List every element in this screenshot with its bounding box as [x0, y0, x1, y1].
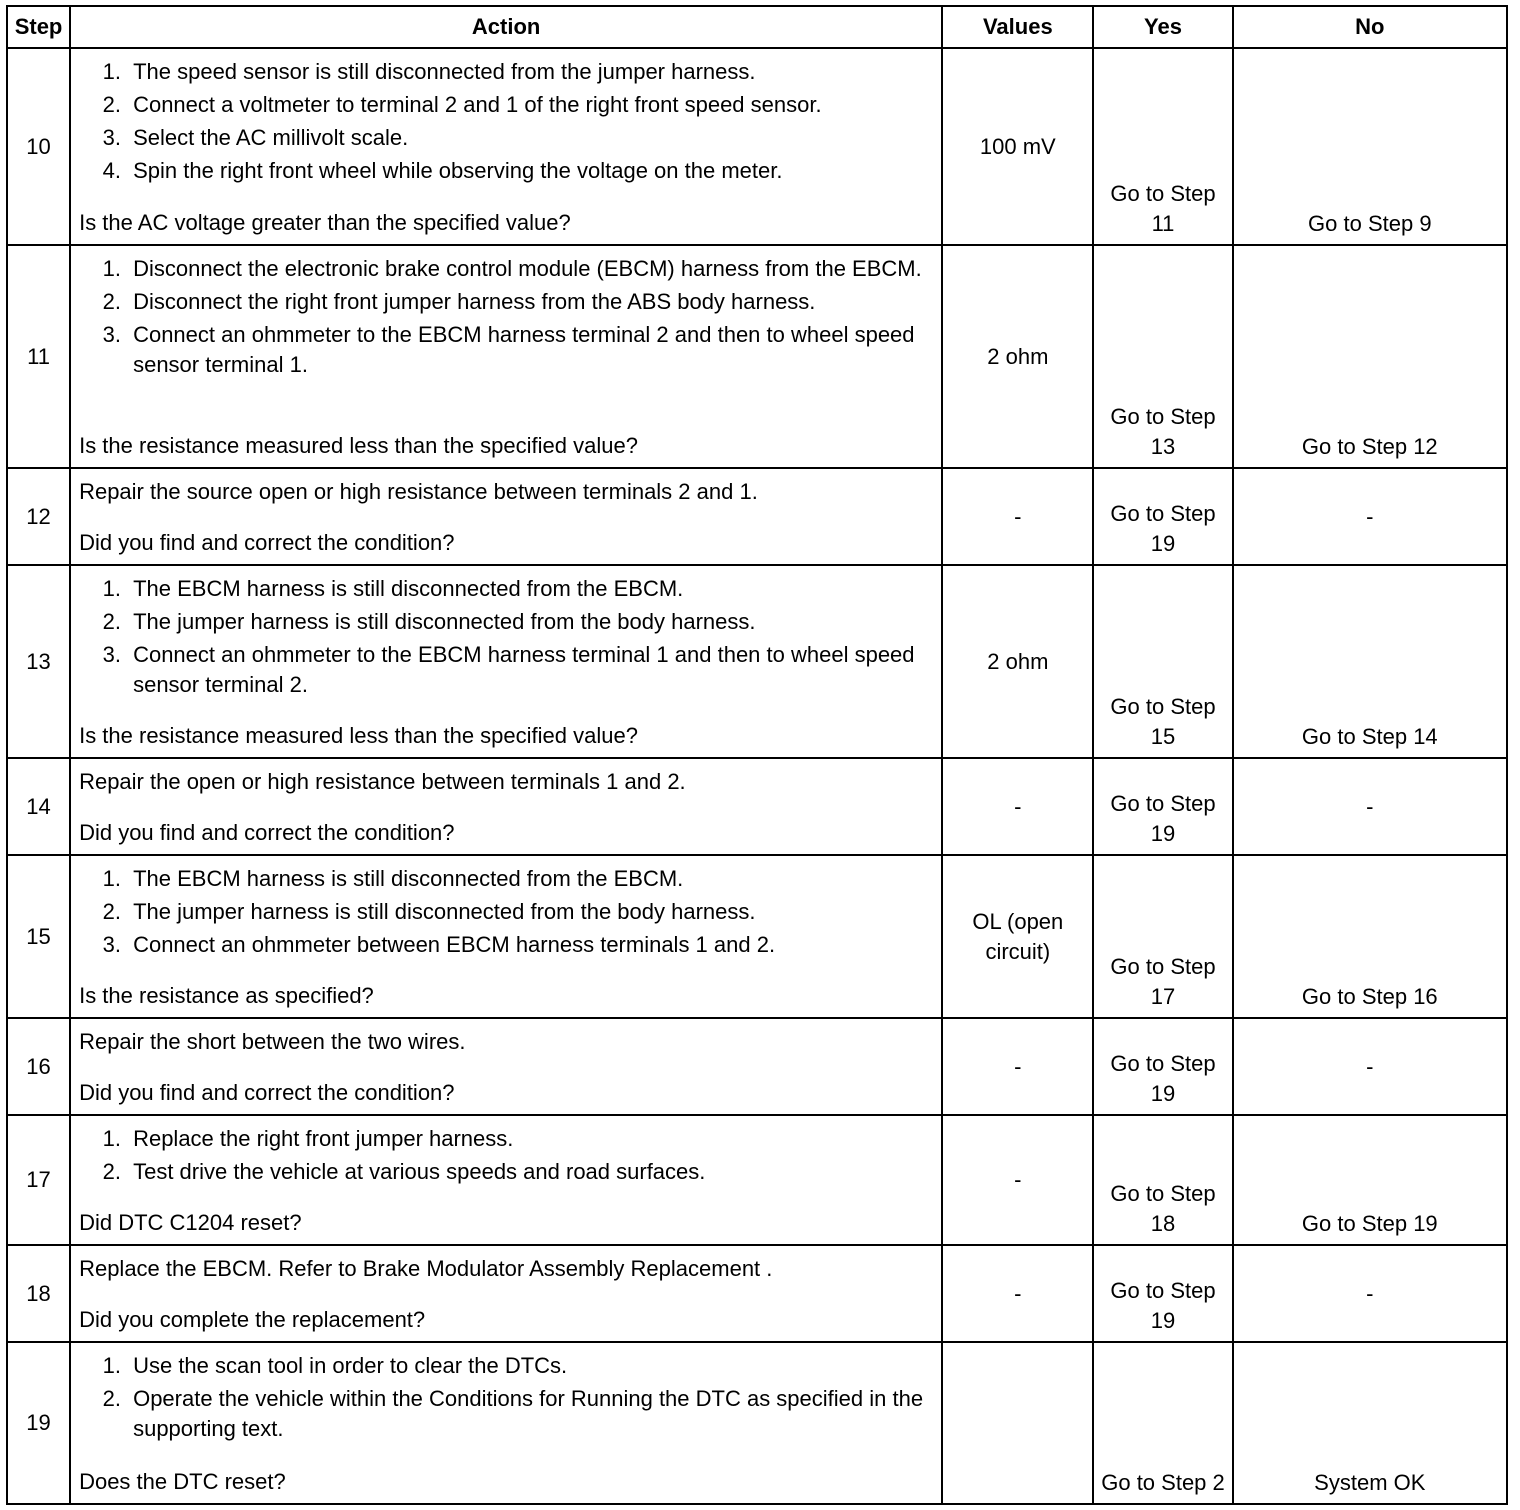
yes-cell [1093, 1245, 1232, 1342]
action-step: 1. Use the scan tool in order to clear the DTCs. [127, 1351, 933, 1381]
table-row [7, 1245, 1507, 1342]
action-step: 2. Operate the vehicle within the Conditions for Running the DTC as specified in the supporting text. [127, 1384, 933, 1444]
action-cell [70, 758, 942, 855]
values-cell [942, 1115, 1093, 1245]
value-text: - [1014, 1280, 1022, 1306]
yes-cell [1093, 855, 1232, 1018]
yes-cell [1093, 1342, 1232, 1504]
yes-link: Go to Step 11 [1110, 181, 1216, 236]
action-question: Did you find and correct the condition? [79, 820, 455, 845]
no-cell [1233, 48, 1507, 245]
yes-cell [1093, 1115, 1232, 1245]
no-link: - [1366, 793, 1374, 819]
action-question: Is the resistance measured less than the specified value? [79, 723, 638, 748]
no-cell [1233, 468, 1507, 565]
action-question: Did DTC C1204 reset? [79, 1210, 302, 1235]
action-step: 1. The EBCM harness is still disconnected from the EBCM. [127, 864, 933, 894]
value-text: - [1014, 1053, 1022, 1079]
values-cell [942, 245, 1093, 468]
action-step: 3. Connect an ohmmeter to the EBCM harness terminal 2 and then to wheel speed sensor terminal 1. [127, 320, 933, 380]
action-step: 2. The jumper harness is still disconnected from the body harness. [127, 607, 933, 637]
no-cell [1233, 565, 1507, 758]
action-step: 2. Connect a voltmeter to terminal 2 and 1 of the right front speed sensor. [127, 90, 933, 120]
step-number: 16 [7, 1018, 70, 1115]
no-cell [1233, 758, 1507, 855]
action-step: 3. Connect an ohmmeter between EBCM harness terminals 1 and 2. [127, 930, 933, 960]
action-step: 2. The jumper harness is still disconnected from the body harness. [127, 897, 933, 927]
step-number: 10 [7, 48, 70, 245]
action-cell [70, 1115, 942, 1245]
yes-cell [1093, 48, 1232, 245]
action-cell [70, 245, 942, 468]
values-cell [942, 758, 1093, 855]
table-row [7, 245, 1507, 468]
no-cell [1233, 1018, 1507, 1115]
header-row [7, 6, 1507, 48]
no-link: - [1366, 503, 1374, 529]
step-number: 15 [7, 855, 70, 1018]
values-cell [942, 48, 1093, 245]
step-number: 18 [7, 1245, 70, 1342]
values-cell [942, 1342, 1093, 1504]
header-values: Values [942, 6, 1093, 48]
yes-link: Go to Step 19 [1110, 1278, 1216, 1333]
yes-link: Go to Step 19 [1110, 501, 1216, 556]
no-link: Go to Step 9 [1308, 211, 1432, 236]
action-cell [70, 1245, 942, 1342]
action-cell [70, 1342, 942, 1504]
no-link: - [1366, 1053, 1374, 1079]
yes-cell [1093, 1018, 1232, 1115]
value-text: - [1014, 793, 1022, 819]
diagnostic-table [6, 5, 1508, 1505]
action-question: Did you find and correct the condition? [79, 530, 455, 555]
action-question: Is the resistance as specified? [79, 983, 374, 1008]
table-row [7, 1342, 1507, 1504]
table-row [7, 48, 1507, 245]
action-steps [79, 1124, 933, 1190]
table-row [7, 758, 1507, 855]
yes-link: Go to Step 18 [1110, 1181, 1216, 1236]
no-cell [1233, 855, 1507, 1018]
no-cell [1233, 245, 1507, 468]
action-step: 2. Disconnect the right front jumper harness from the ABS body harness. [127, 287, 933, 317]
yes-cell [1093, 565, 1232, 758]
values-cell [942, 565, 1093, 758]
value-text: 2 ohm [987, 648, 1049, 674]
action-instruction: Repair the source open or high resistance between terminals 2 and 1. [79, 479, 758, 504]
action-step: 1. The speed sensor is still disconnected from the jumper harness. [127, 57, 933, 87]
action-cell [70, 1018, 942, 1115]
yes-cell [1093, 758, 1232, 855]
action-steps [79, 574, 933, 703]
step-number: 11 [7, 245, 70, 468]
values-cell [942, 1018, 1093, 1115]
yes-cell [1093, 468, 1232, 565]
yes-link: Go to Step 15 [1110, 694, 1216, 749]
no-link: Go to Step 12 [1301, 434, 1438, 459]
values-cell [942, 468, 1093, 565]
action-step: 2. Test drive the vehicle at various speeds and road surfaces. [127, 1157, 933, 1187]
values-cell [942, 855, 1093, 1018]
action-steps [79, 57, 933, 189]
value-text: 100 mV [979, 133, 1056, 159]
step-number: 19 [7, 1342, 70, 1504]
action-step: 1. The EBCM harness is still disconnected from the EBCM. [127, 574, 933, 604]
action-steps [79, 864, 933, 963]
yes-link: Go to Step 19 [1110, 791, 1216, 846]
yes-cell [1093, 245, 1232, 468]
action-instruction: Replace the EBCM. Refer to Brake Modulator Assembly Replacement . [79, 1256, 773, 1281]
action-question: Did you complete the replacement? [79, 1307, 426, 1332]
action-cell [70, 48, 942, 245]
table-row [7, 565, 1507, 758]
table-row [7, 855, 1507, 1018]
no-link: - [1366, 1280, 1374, 1306]
header-action: Action [70, 6, 942, 48]
values-cell [942, 1245, 1093, 1342]
action-step: 4. Spin the right front wheel while observing the voltage on the meter. [127, 156, 933, 186]
table-row [7, 468, 1507, 565]
yes-link: Go to Step 19 [1110, 1051, 1216, 1106]
action-question: Is the resistance measured less than the specified value? [79, 433, 638, 458]
action-step: 1. Disconnect the electronic brake control module (EBCM) harness from the EBCM. [127, 254, 933, 284]
yes-link: Go to Step 2 [1101, 1470, 1225, 1495]
no-link: Go to Step 19 [1301, 1211, 1438, 1236]
value-text: - [1014, 503, 1022, 529]
action-question: Does the DTC reset? [79, 1469, 286, 1494]
table-row [7, 1018, 1507, 1115]
action-steps [79, 254, 933, 383]
no-link: Go to Step 14 [1301, 724, 1438, 749]
no-cell [1233, 1342, 1507, 1504]
action-step: 3. Select the AC millivolt scale. [127, 123, 933, 153]
value-text: 2 ohm [987, 343, 1049, 369]
action-step: 3. Connect an ohmmeter to the EBCM harness terminal 1 and then to wheel speed sensor terminal 2. [127, 640, 933, 700]
value-text: OL (open circuit) [972, 908, 1064, 964]
value-text: - [1014, 1167, 1022, 1192]
action-steps [79, 1351, 933, 1447]
action-step: 1. Replace the right front jumper harness. [127, 1124, 933, 1154]
no-link: Go to Step 16 [1301, 984, 1438, 1009]
action-question: Is the AC voltage greater than the specified value? [79, 210, 571, 235]
header-no: No [1233, 6, 1507, 48]
no-link: System OK [1314, 1470, 1426, 1495]
yes-link: Go to Step 17 [1110, 954, 1216, 1009]
header-step: Step [7, 6, 70, 48]
no-cell [1233, 1115, 1507, 1245]
action-cell [70, 565, 942, 758]
step-number: 12 [7, 468, 70, 565]
action-instruction: Repair the open or high resistance between terminals 1 and 2. [79, 769, 686, 794]
header-yes: Yes [1093, 6, 1232, 48]
step-number: 17 [7, 1115, 70, 1245]
action-instruction: Repair the short between the two wires. [79, 1029, 466, 1054]
no-cell [1233, 1245, 1507, 1342]
action-question: Did you find and correct the condition? [79, 1080, 455, 1105]
step-number: 14 [7, 758, 70, 855]
action-cell [70, 468, 942, 565]
action-cell [70, 855, 942, 1018]
yes-link: Go to Step 13 [1110, 404, 1216, 459]
step-number: 13 [7, 565, 70, 758]
table-row [7, 1115, 1507, 1245]
